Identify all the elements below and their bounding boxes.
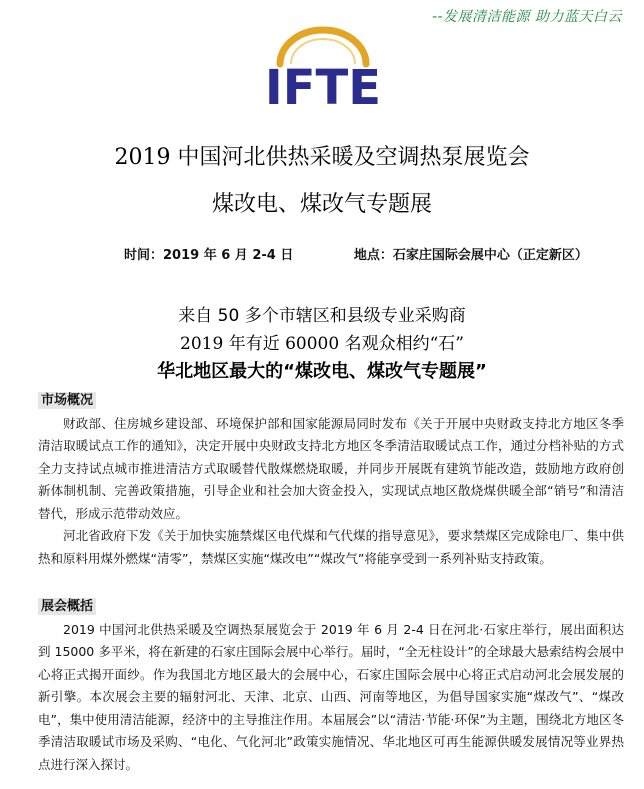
event-time: 时间：2019 年 6 月 2-4 日	[124, 248, 294, 263]
market-paragraph-1: 财政部、住房城乡建设部、环境保护部和国家能源局同时发布《关于开展中央财政支持北方地区冬季清洁取暖试点工作的通知》，决定开展中央财政支持北方地区冬季清洁取暖试点工作，通过分档补贴的方式全力支持试点城市推进清洁方式取暖替代散煤燃烧取暖，并同步开展既有建筑节能改造，鼓励地方政府创新体制机制、完善政策措施，引导企业和社会加大资金投入，实现试点地区散烧煤供暖全部“销号”和清洁替代，形成示范带动效应。	[38, 415, 624, 521]
page-subtitle: 煤改电、煤改气专题展	[211, 192, 432, 217]
overview-section	[38, 596, 624, 776]
overview-paragraph: 2019 中国河北供热采暖及空调热泵展览会于 2019 年 6 月 2-4 日在河北·石家庄举行，展出面积达到 15000 多平米，将在新建的石家庄国际会展中心举行。届时，“全无柱设计”的全球最大悬索结构会展中心将正式揭开面纱。作为我国北方地区最大的会展中心，石家庄国际会展中心将正式启动河北会展发展的新引擎。本次展会主要的辐射河北、天津、北京、山西、河南等地区，为倡导国家实施“煤改气”、“煤改电”，集中使用清洁能源，经济中的主导推注作用。本届展会”以“清洁·节能·环保”为主题，围绕北方地区冬季清洁取暖试市场及采购、“电化、气化河北”政策实施情况、华北地区可再生能源供暖发展情况等业界热点进行深入探讨。	[38, 621, 624, 772]
event-place: 地点：石家庄国际会展中心（正定新区）	[353, 248, 588, 263]
slogan: --发展清洁能源 助力蓝天白云	[431, 9, 622, 25]
market-section	[38, 390, 624, 570]
market-heading: 市场概况	[38, 390, 624, 413]
ifte-logo	[258, 18, 388, 118]
highlight-buyers: 来自 50 多个市辖区和县级专业采购商	[178, 306, 466, 326]
highlight-largest: 华北地区最大的“煤改电、煤改气专题展”	[157, 361, 487, 382]
event-info	[124, 244, 588, 263]
ifte-logo-graphic	[258, 18, 388, 118]
page-title: 2019 中国河北供热采暖及空调热泵展览会	[114, 145, 530, 170]
market-paragraph-2: 河北省政府下发《关于加快实施禁煤区电代煤和气代煤的指导意见》，要求禁煤区完成除电厂、集中供热和原料用煤外燃煤“清零”，禁煤区实施“煤改电”“煤改气”将能享受到一系列补贴支持政策。	[38, 528, 624, 566]
logo-wordmark: IFTE	[264, 60, 382, 116]
overview-heading: 展会概括	[38, 596, 624, 619]
highlight-visitors: 2019 年有近 60000 名观众相约“石”	[180, 334, 464, 354]
